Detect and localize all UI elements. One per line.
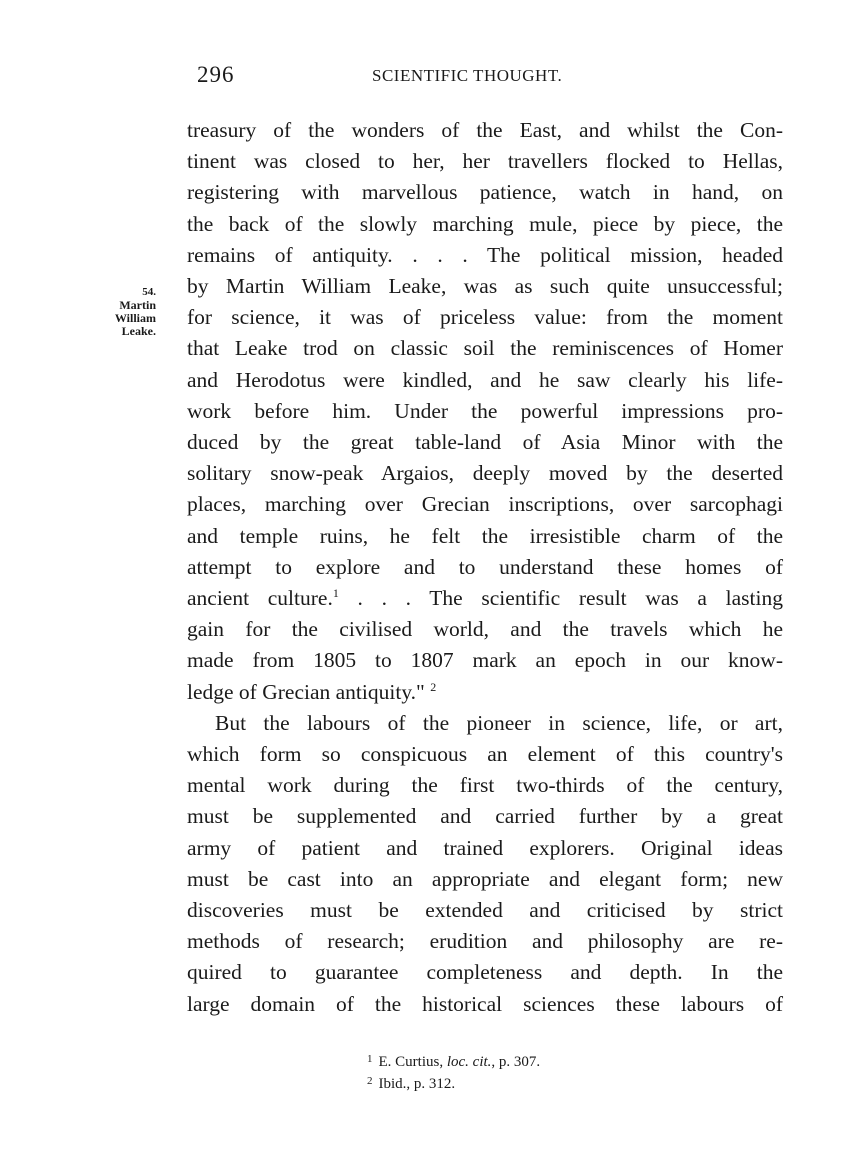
margin-note-line: Leake. bbox=[121, 324, 156, 338]
footnote-italic-text: loc. cit. bbox=[446, 1054, 492, 1070]
footnote-text: E. Curtius, bbox=[378, 1054, 447, 1070]
footnote-text: , p. 307. bbox=[491, 1054, 541, 1070]
body-text bbox=[187, 115, 783, 1020]
text-line-with-footnote bbox=[187, 583, 783, 614]
text-line: that Leake trod on classic soil the reminiscences of Homer bbox=[187, 336, 783, 361]
running-head bbox=[197, 62, 783, 92]
running-title: SCIENTIFIC THOUGHT. bbox=[372, 66, 563, 85]
text-line: the back of the slowly marching mule, piece by piece, the bbox=[187, 211, 783, 236]
footnote-1 bbox=[367, 1050, 540, 1072]
text-line: tinent was closed to her, her travellers flocked to Hellas, bbox=[187, 149, 783, 174]
text-line: treasury of the wonders of the East, and whilst the Con- bbox=[187, 118, 783, 142]
text-line: and temple ruins, he felt the irresistible charm of the bbox=[187, 523, 783, 548]
text-line: remains of antiquity. . . . The political mission, headed bbox=[187, 242, 783, 267]
text-line: quired to guarantee completeness and depth. In the bbox=[187, 960, 783, 985]
footnote-ref: 1 bbox=[332, 585, 339, 600]
text-line: mental work during the first two-thirds of the century, bbox=[187, 773, 783, 798]
footnote-marker: 1 bbox=[367, 1053, 373, 1065]
text-line: must be supplemented and carried further by a great bbox=[187, 804, 783, 829]
text-fragment: . . . The scientific result was a lasting bbox=[357, 586, 783, 611]
text-line: made from 1805 to 1807 mark an epoch in our know- bbox=[187, 648, 783, 673]
margin-note bbox=[86, 286, 156, 338]
margin-note-number: 54. bbox=[142, 286, 156, 298]
text-line: places, marching over Grecian inscriptions, over sarcophagi bbox=[187, 492, 783, 517]
footnote-ref: 2 bbox=[430, 679, 437, 694]
footnotes bbox=[367, 1050, 540, 1094]
text-line: large domain of the historical sciences these labours of bbox=[187, 991, 783, 1016]
text-line: duced by the great table-land of Asia Minor with the bbox=[187, 430, 783, 455]
text-line: by Martin William Leake, was as such quite unsuccessful; bbox=[187, 274, 783, 299]
text-line: and Herodotus were kindled, and he saw clearly his life- bbox=[187, 367, 783, 392]
footnote-marker: 2 bbox=[367, 1075, 373, 1087]
text-line: for science, it was of priceless value: from the moment bbox=[187, 305, 783, 330]
text-line: discoveries must be extended and criticised by strict bbox=[187, 898, 783, 923]
text-line: gain for the civilised world, and the travels which he bbox=[187, 617, 783, 642]
text-line: solitary snow-peak Argaios, deeply moved by the deserted bbox=[187, 461, 783, 486]
text-line: army of patient and trained explorers. Original ideas bbox=[187, 835, 783, 860]
page-number: 296 bbox=[197, 62, 235, 87]
text-line: attempt to explore and to understand these homes of bbox=[187, 554, 783, 579]
text-line: which form so conspicuous an element of this country's bbox=[187, 742, 783, 767]
footnote-2 bbox=[367, 1072, 540, 1094]
margin-note-line: Martin bbox=[119, 298, 156, 312]
footnote-text: Ibid., p. 312. bbox=[378, 1076, 456, 1092]
text-fragment: ancient culture. bbox=[187, 586, 333, 611]
paragraph-start-line: But the labours of the pioneer in science, life, or art, bbox=[215, 710, 783, 735]
text-line-with-footnote bbox=[187, 677, 783, 708]
text-line: methods of research; erudition and philosophy are re- bbox=[187, 929, 783, 954]
text-line: must be cast into an appropriate and elegant form; new bbox=[187, 866, 783, 891]
margin-note-line: William bbox=[114, 311, 156, 325]
text-fragment: ledge of Grecian antiquity." bbox=[187, 679, 425, 704]
text-line: work before him. Under the powerful impressions pro- bbox=[187, 398, 783, 423]
text-line: registering with marvellous patience, watch in hand, on bbox=[187, 180, 783, 205]
